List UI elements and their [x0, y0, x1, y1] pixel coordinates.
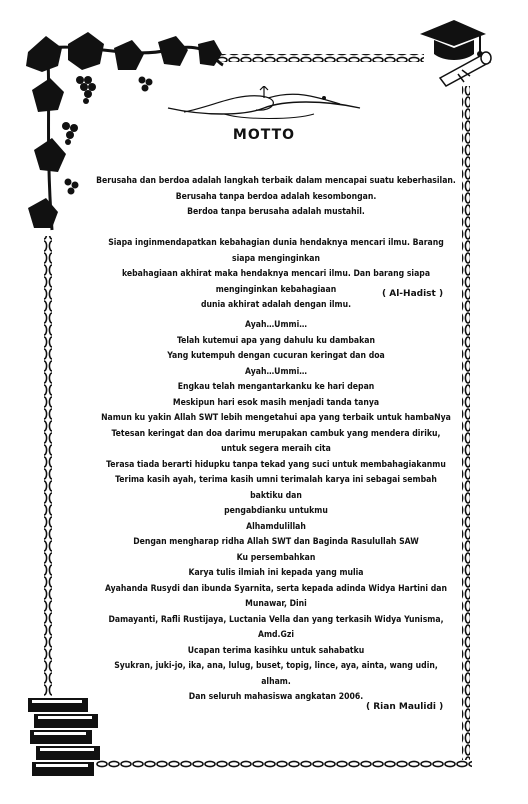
dedication-line: Ku persembahkan — [236, 552, 316, 563]
author-signature: ( Rian Maulidi ) — [366, 702, 444, 712]
motto-line: Berusaha dan berdoa adalah langkah terbaik dalam mencapai suatu keberhasilan. — [96, 176, 456, 186]
dedication-line: Karya tulis ilmiah ini kepada yang mulia — [188, 568, 364, 578]
dedication-line: Tetesan keringat dan doa darimu merupakan cambuk yang mendera diriku, — [111, 428, 441, 439]
dedication-line: Ucapan terima kasihku untuk sahabatku — [187, 645, 365, 656]
dedication-line: pengabdianku untukmu — [224, 506, 328, 516]
dedication-line: Dengan mengharap ridha Allah SWT dan Baginda Rasulullah SAW — [133, 537, 419, 547]
dedication-line: Engkau telah mengantarkanku ke hari depan — [177, 382, 375, 392]
dedication-line: Terasa tiada berarti hidupku tanpa tekad yang suci untuk membahagiakanmu — [106, 459, 446, 470]
dedication-line: Yang kutempuh dengan cucuran keringat dan doa — [167, 351, 385, 361]
quote-line: kebahagiaan akhirat maka hendaknya mencari ilmu. Dan barang siapa menginginkan kebahagiaan — [121, 269, 431, 295]
dedication-line: untuk segera meraih cita — [221, 444, 331, 454]
dedication-line: Meskipun hari esok masih menjadi tanda tanya — [172, 397, 380, 408]
calligraphy-flourish-icon — [164, 86, 364, 124]
motto-line: Berusaha tanpa berdoa adalah kesombongan. — [175, 191, 377, 202]
dedication-line: Damayanti, Rafli Rustijaya, Luctania Vella dan yang terkasih Widya Yunisma, Amd.Gzi — [108, 614, 444, 640]
quote-source: ( Al-Hadist ) — [382, 289, 444, 299]
dedication-line: Ayah…Ummi… — [245, 366, 307, 377]
hadith-quote-block — [100, 236, 452, 314]
dedication-line: Alhamdulillah — [246, 521, 306, 532]
dedication-block — [100, 318, 452, 706]
dedication-line: Terima kasih ayah, terima kasih umni terimalah karya ini sebagai sembah baktiku dan — [115, 475, 437, 501]
motto-line: Berdoa tanpa berusaha adalah mustahil. — [187, 207, 365, 217]
dedication-line: Ayahanda Rusydi dan ibunda Syarnita, serta kepada adinda Widya Hartini dan Munawar, Dini — [104, 583, 448, 609]
dedication-line: Telah kutemui apa yang dahulu ku dambakan — [177, 335, 375, 346]
diploma-scroll-icon — [434, 48, 494, 88]
book-stack-icon — [24, 692, 106, 778]
page-title: MOTTO — [232, 127, 296, 143]
motto-block — [96, 174, 456, 221]
dedication-line: Ayah…Ummi… — [245, 320, 307, 330]
quote-line: dunia akhirat adalah dengan ilmu. — [200, 300, 352, 310]
dedication-line: Namun ku yakin Allah SWT lebih mengetahui apa yang terbaik untuk hambaNya — [101, 413, 451, 423]
quote-line: Siapa inginmendapatkan kebahagian dunia hendaknya mencari ilmu. Barang siapa menginginkan — [108, 238, 444, 264]
dedication-line: Dan seluruh mahasiswa angkatan 2006. — [188, 692, 364, 702]
dedication-line: Syukran, juki-jo, ika, ana, lulug, buset, topig, lince, aya, ainta, wang udin, alham. — [114, 661, 438, 687]
